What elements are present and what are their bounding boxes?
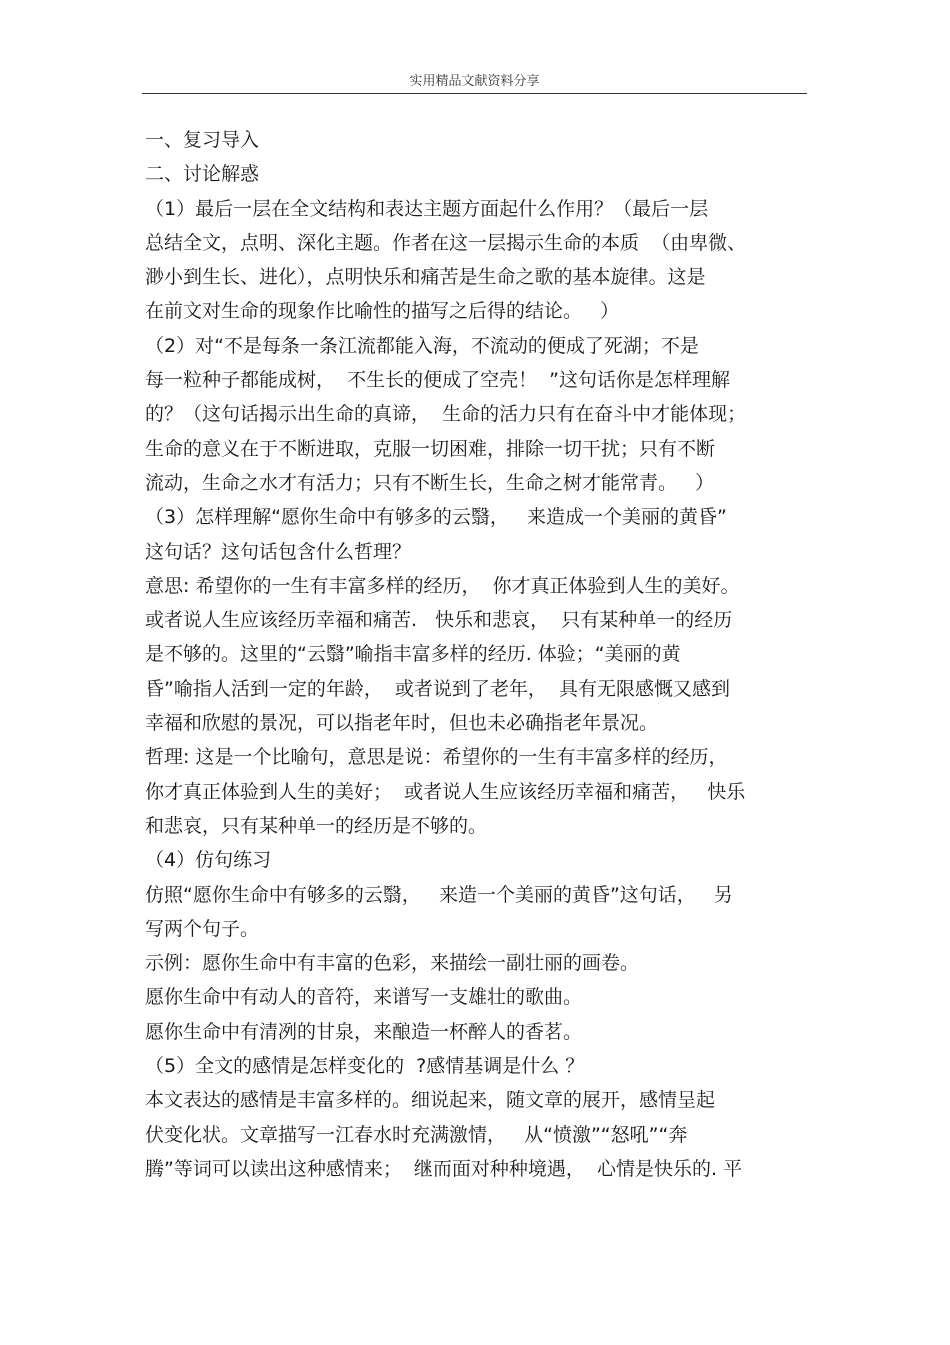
- question-3-line: （3）怎样理解“愿你生命中有够多的云翳， 来造成一个美丽的黄昏”: [145, 506, 727, 529]
- question-1-line: （1）最后一层在全文结构和表达主题方面起什么作用？（最后一层: [145, 197, 709, 220]
- document-body: [145, 123, 810, 1186]
- question-2-line: 的？（这句话揭示出生命的真谛， 生命的活力只有在奋斗中才能体现；: [145, 403, 747, 426]
- header-divider: [142, 93, 807, 94]
- imitation-line: 写两个句子。: [145, 917, 260, 940]
- philosophy-line: 哲理: 这是一个比喻句，意思是说：希望你的一生有丰富多样的经历，: [145, 746, 728, 769]
- answer-5-line: 伏变化状。文章描写一江春水时充满激情， 从“愤激”“怒吼”“奔: [145, 1123, 688, 1146]
- answer-5-line: 腾”等词可以读出这种感情来； 继而面对种种境遇， 心情是快乐的. 平: [145, 1157, 743, 1180]
- meaning-line: 幸福和欣慰的景况，可以指老年时，但也未必确指老年景况。: [145, 712, 659, 735]
- question-1-line: 在前文对生命的现象作比喻性的描写之后得的结论。 ）: [145, 300, 620, 323]
- question-1-line: 总结全文，点明、深化主题。作者在这一层揭示生命的本质 （由卑微、: [145, 231, 747, 254]
- answer-5-line: 本文表达的感情是丰富多样的。细说起来，随文章的展开，感情呈起: [145, 1089, 716, 1112]
- example-line: 愿你生命中有清冽的甘泉，来酿造一杯醉人的香茗。: [145, 1020, 583, 1043]
- example-line: 示例：愿你生命中有丰富的色彩，来描绘一副壮丽的画卷。: [145, 952, 640, 975]
- meaning-line: 是不够的。这里的“云翳”喻指丰富多样的经历. 体验；“美丽的黄: [145, 643, 681, 666]
- meaning-line: 昏”喻指人活到一定的年龄， 或者说到了老年， 具有无限感慨又感到: [145, 677, 731, 700]
- page-header: 实用精品文献资料分享: [409, 74, 540, 89]
- question-5-line: （5）全文的感情是怎样变化的 ?感情基调是什么 ？: [145, 1055, 585, 1078]
- example-line: 愿你生命中有动人的音符，来谱写一支雄壮的歌曲。: [145, 986, 583, 1009]
- heading-discussion: 二、讨论解惑: [145, 163, 260, 186]
- philosophy-line: 和悲哀，只有某种单一的经历是不够的。: [145, 814, 488, 837]
- question-2-line: 每一粒种子都能成树， 不生长的便成了空壳！ ”这句话你是怎样理解: [145, 369, 731, 392]
- heading-review: 一、复习导入: [145, 129, 260, 151]
- question-3-line: 这句话？这句话包含什么哲理？: [145, 540, 412, 563]
- question-1-line: 渺小到生长、进化），点明快乐和痛苦是生命之歌的基本旋律。这是: [145, 266, 706, 289]
- meaning-line: 意思: 希望你的一生有丰富多样的经历， 你才真正体验到人生的美好。: [145, 574, 740, 597]
- question-2-line: （2）对“不是每条一条江流都能入海，不流动的便成了死湖；不是: [145, 334, 699, 357]
- question-2-line: 流动，生命之水才有活力；只有不断生长，生命之树才能常青。 ）: [145, 471, 715, 494]
- question-2-line: 生命的意义在于不断进取，克服一切困难，排除一切干扰；只有不断: [145, 437, 716, 460]
- meaning-line: 或者说人生应该经历幸福和痛苦. 快乐和悲哀， 只有某种单一的经历: [145, 609, 733, 632]
- philosophy-line: 你才真正体验到人生的美好； 或者说人生应该经历幸福和痛苦， 快乐: [145, 780, 746, 803]
- imitation-line: 仿照“愿你生命中有够多的云翳， 来造一个美丽的黄昏”这句话， 另: [145, 883, 733, 906]
- question-4-line: （4）仿句练习: [145, 849, 272, 872]
